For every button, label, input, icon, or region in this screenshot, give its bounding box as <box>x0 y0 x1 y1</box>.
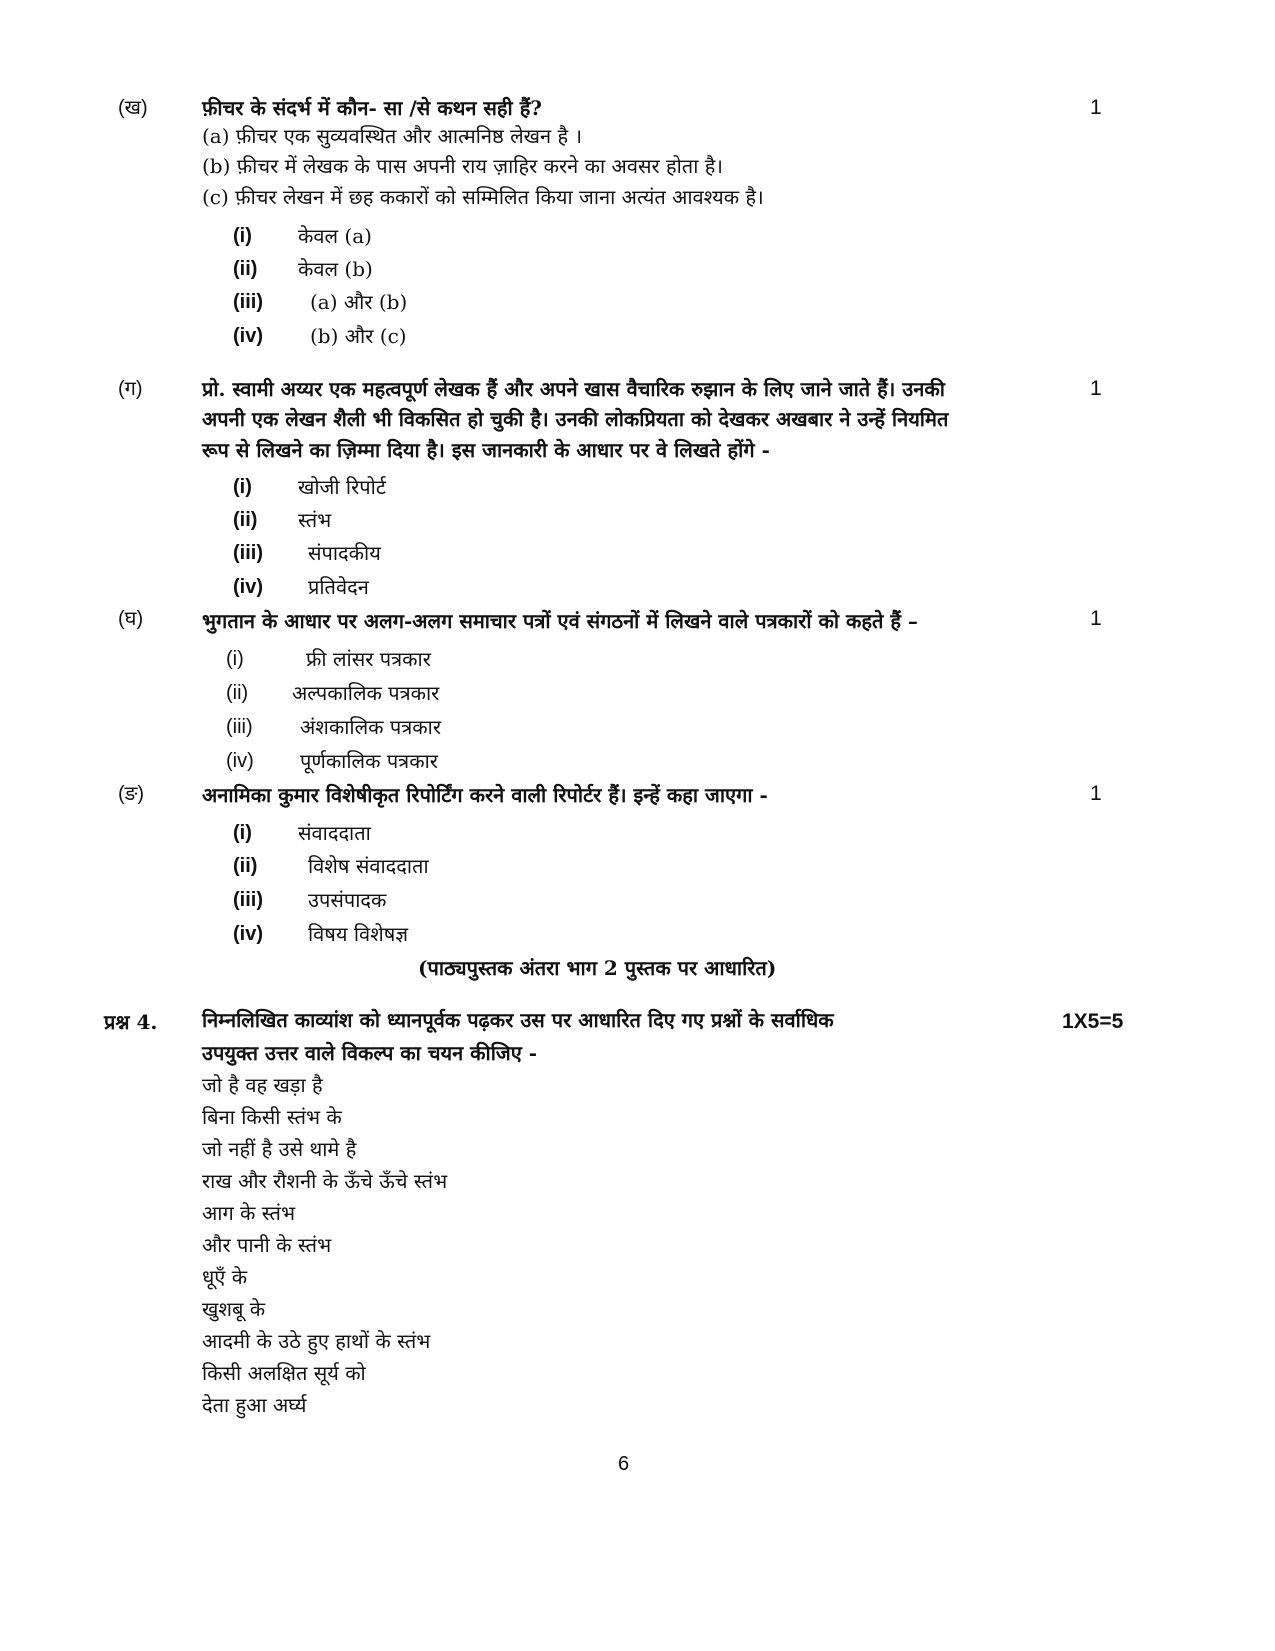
option-text: विशेष संवाददाता <box>308 854 429 878</box>
option-text: फ्री लांसर पत्रकार <box>306 647 431 671</box>
option-text: अंशकालिक पत्रकार <box>300 715 441 739</box>
page-number: 6 <box>618 1453 630 1475</box>
option-text: केवल (b) <box>298 257 373 281</box>
option-text: (a) और (b) <box>310 290 408 314</box>
statement: (a) फ़ीचर एक सुव्यवस्थित और आत्मनिष्ठ लेखन है । <box>202 124 583 148</box>
question-text: निम्नलिखित काव्यांश को ध्यानपूर्वक पढ़कर उस पर आधारित दिए गए प्रश्नों के सर्वाधिक <box>202 1008 834 1032</box>
option-number: (iii) <box>233 291 263 313</box>
question-text: भुगतान के आधार पर अलग-अलग समाचार पत्रों एवं संगठनों में लिखने वाले पत्रकारों को कहते हैं – <box>202 609 918 633</box>
question-label: (ग) <box>118 378 143 400</box>
marks: 1 <box>1090 96 1102 119</box>
option-text: संवाददाता <box>298 821 371 845</box>
poem-line: देता हुआ अर्घ्य <box>202 1393 307 1417</box>
option-number: (iii) <box>233 889 263 911</box>
marks: 1 <box>1090 607 1102 630</box>
question-text: अनामिका कुमार विशेषीकृत रिपोर्टिंग करने वाली रिपोर्टर हैं। इन्हें कहा जाएगा - <box>202 783 768 807</box>
question-text: रूप से लिखने का ज़िम्मा दिया है। इस जानकारी के आधार पर वे लिखते होंगे - <box>202 438 770 462</box>
option-number: (i) <box>226 648 244 670</box>
poem-line: आदमी के उठे हुए हाथों के स्तंभ <box>202 1329 431 1353</box>
option-number: (iv) <box>233 325 263 347</box>
option-text: उपसंपादक <box>308 888 387 912</box>
poem-line: और पानी के स्तंभ <box>202 1233 332 1257</box>
marks: 1 <box>1090 377 1102 400</box>
poem-line: राख और रौशनी के ऊँचे ऊँचे स्तंभ <box>202 1169 448 1193</box>
option-text: विषय विशेषज्ञ <box>308 922 409 946</box>
option-number: (iv) <box>233 576 263 598</box>
option-number: (ii) <box>226 682 249 704</box>
question-label: प्रश्न 4. <box>104 1010 158 1034</box>
question-text: फ़ीचर के संदर्भ में कौन- सा /से कथन सही हैं? <box>202 96 543 120</box>
option-text: प्रतिवेदन <box>308 575 369 599</box>
marks: 1 <box>1090 782 1102 805</box>
section-heading: (पाठ्यपुस्तक अंतरा भाग 2 पुस्तक पर आधारित) <box>418 956 777 980</box>
option-number: (i) <box>233 225 252 247</box>
option-text: अल्पकालिक पत्रकार <box>292 681 440 705</box>
question-text: उपयुक्त उत्तर वाले विकल्प का चयन कीजिए - <box>202 1041 538 1065</box>
option-number: (iv) <box>226 750 254 772</box>
option-number: (iv) <box>233 923 263 945</box>
statement: (c) फ़ीचर लेखन में छह ककारों को सम्मिलित किया जाना अत्यंत आवश्यक है। <box>202 185 764 209</box>
option-number: (ii) <box>233 855 258 877</box>
option-text: (b) और (c) <box>310 324 407 348</box>
marks: 1X5=5 <box>1062 1010 1124 1033</box>
poem-line: जो है वह खड़ा है <box>202 1073 323 1097</box>
question-label: (ख) <box>118 97 148 119</box>
poem-line: आग के स्तंभ <box>202 1201 296 1225</box>
option-text: संपादकीय <box>308 541 381 565</box>
question-text: प्रो. स्वामी अय्यर एक महत्वपूर्ण लेखक हैं और अपने खास वैचारिक रुझान के लिए जाने जाते हैं। उनकी <box>202 377 945 401</box>
poem-line: जो नहीं है उसे थामे है <box>202 1137 357 1161</box>
option-number: (i) <box>233 476 252 498</box>
option-number: (i) <box>233 822 252 844</box>
option-number: (iii) <box>226 716 253 738</box>
option-text: खोजी रिपोर्ट <box>298 475 386 499</box>
statement: (b) फ़ीचर में लेखक के पास अपनी राय ज़ाहिर करने का अवसर होता है। <box>202 154 723 178</box>
option-text: स्तंभ <box>298 508 332 532</box>
poem-line: किसी अलक्षित सूर्य को <box>202 1361 366 1385</box>
poem-line: खुशबू के <box>202 1297 266 1321</box>
poem-line: बिना किसी स्तंभ के <box>202 1105 342 1129</box>
option-number: (ii) <box>233 258 258 280</box>
option-number: (iii) <box>233 542 263 564</box>
option-text: केवल (a) <box>298 224 372 248</box>
question-text: अपनी एक लेखन शैली भी विकसित हो चुकी है। उनकी लोकप्रियता को देखकर अखबार ने उन्हें नियमित <box>202 407 949 431</box>
poem-line: धूएँ के <box>202 1265 248 1289</box>
option-number: (ii) <box>233 509 258 531</box>
question-label: (घ) <box>118 608 144 630</box>
option-text: पूर्णकालिक पत्रकार <box>300 749 438 773</box>
question-label: (ङ) <box>118 783 145 805</box>
